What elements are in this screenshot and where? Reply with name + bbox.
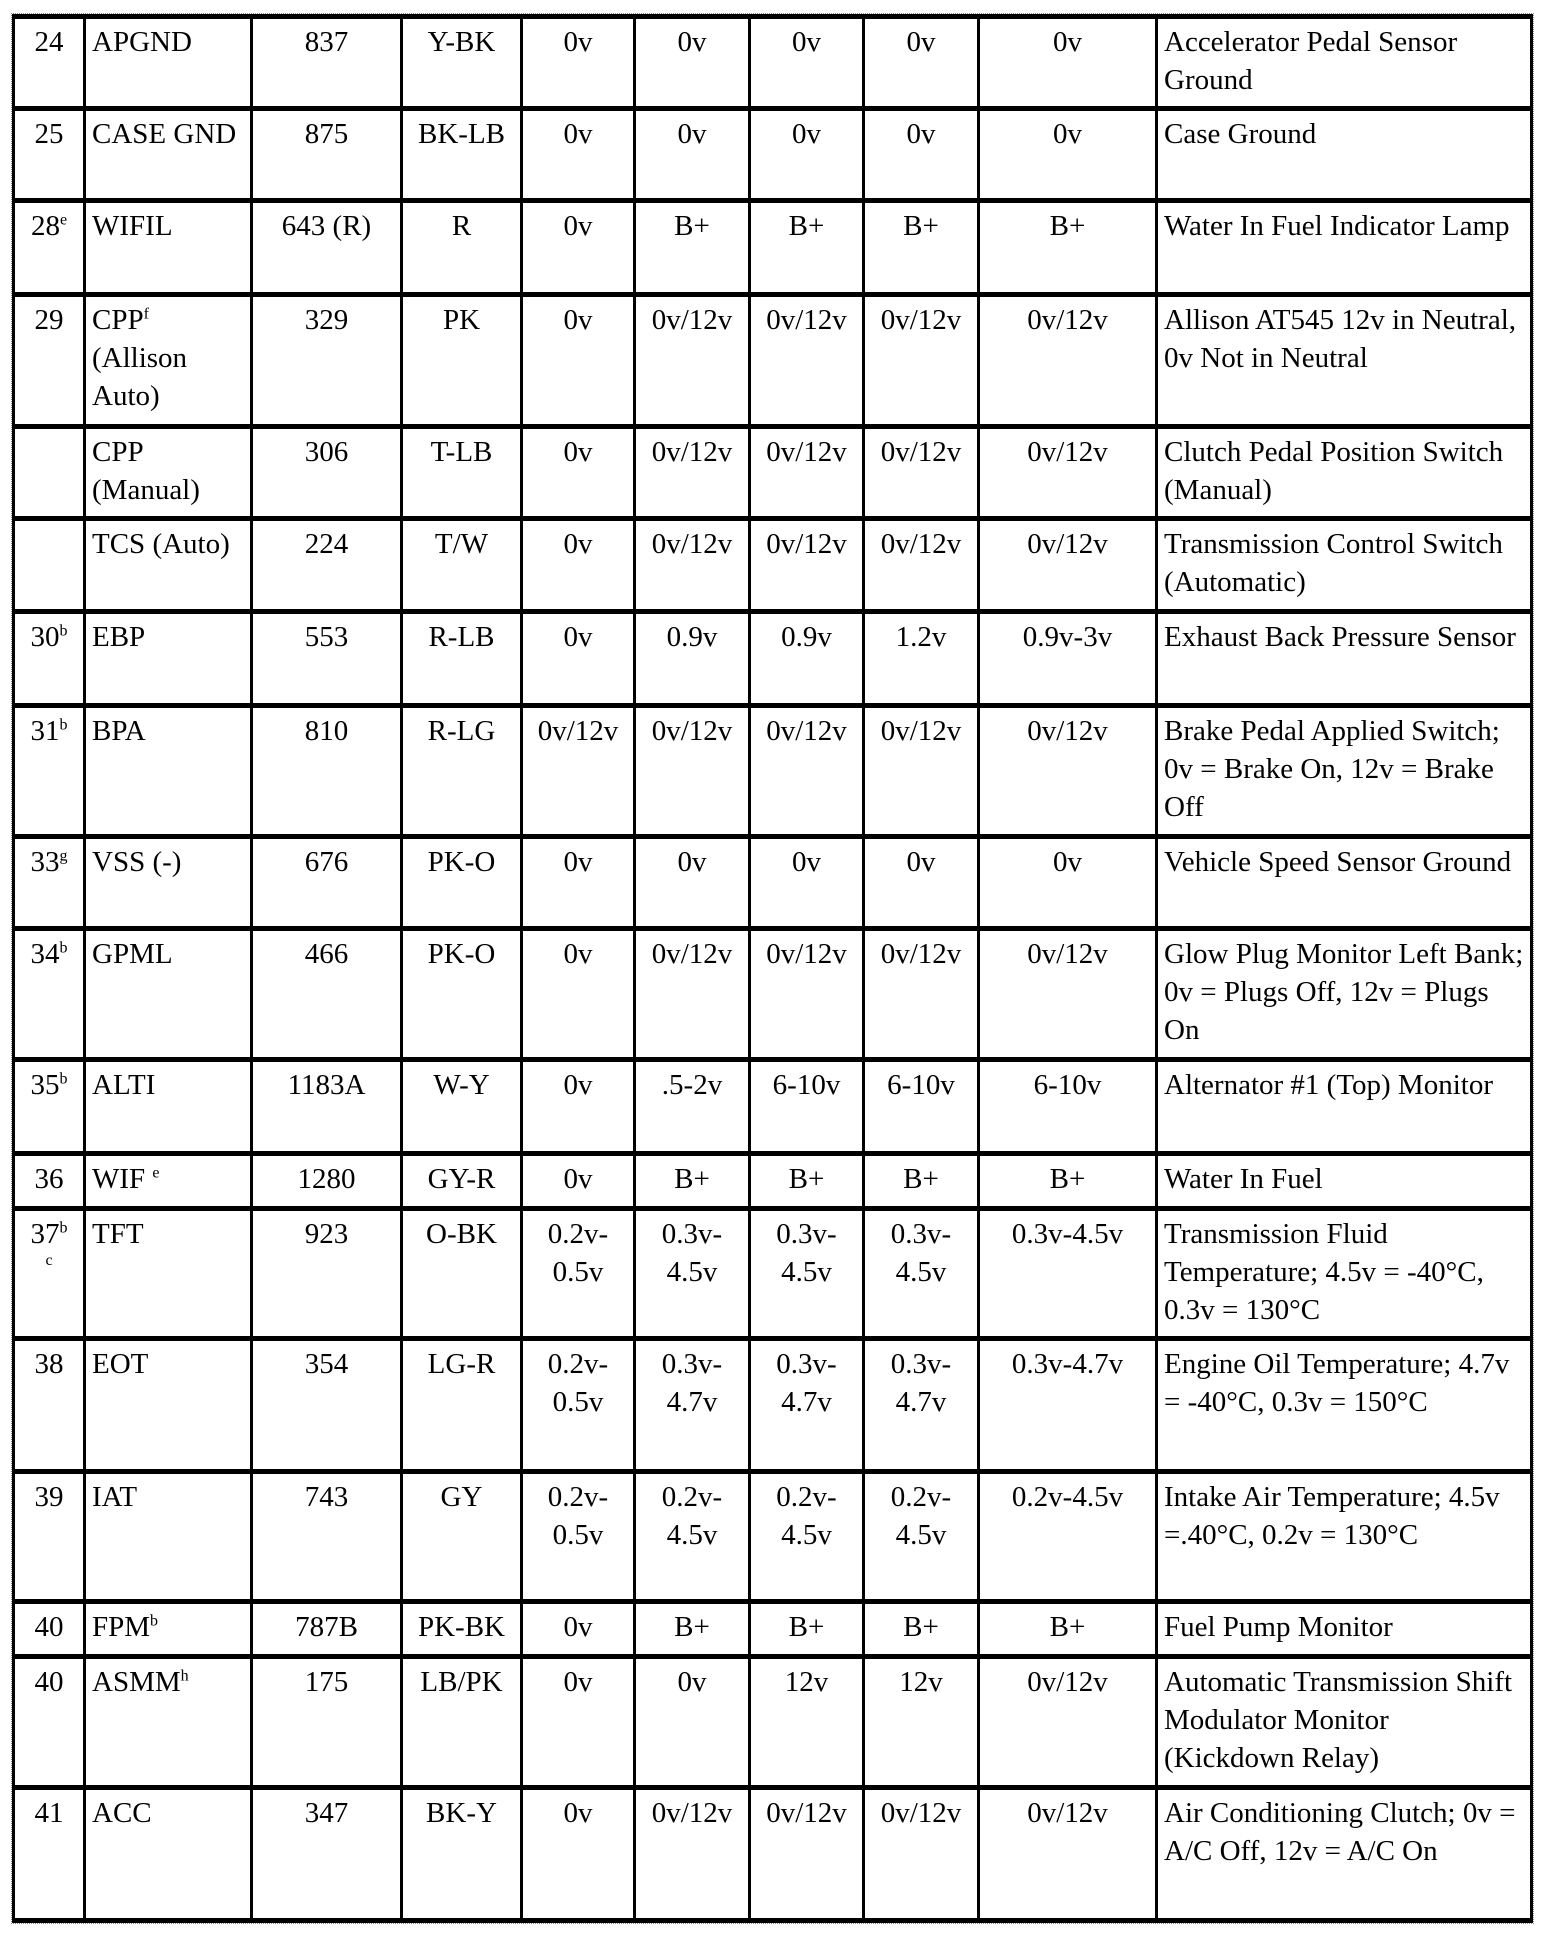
description: Clutch Pedal Position Switch (Manual) [1157, 427, 1532, 519]
voltage-v2: 0v/12v [635, 519, 750, 612]
pin-value: 39 [34, 1481, 64, 1513]
voltage-v5: 0.9v-3v [979, 612, 1157, 706]
circuit-number: 466 [252, 929, 402, 1060]
table-row [14, 17, 1532, 109]
pin-number [14, 17, 85, 109]
pin-number [14, 1602, 85, 1657]
voltage-v1: 0v [522, 427, 635, 519]
voltage-v5: 0.2v-4.5v [979, 1472, 1157, 1602]
voltage-v3: 0.3v-4.5v [750, 1209, 864, 1339]
pin-number [14, 427, 85, 519]
voltage-v4: B+ [864, 201, 979, 295]
voltage-v1: 0.2v-0.5v [522, 1339, 635, 1472]
voltage-v3: 0v [750, 17, 864, 109]
voltage-v1: 0v [522, 519, 635, 612]
signal-name-text: EBP [92, 621, 146, 653]
signal-name [85, 612, 252, 706]
table-row [14, 1472, 1532, 1602]
signal-name-text: ACC [92, 1797, 152, 1829]
voltage-v2: 0v/12v [635, 706, 750, 837]
pin-number [14, 1472, 85, 1602]
voltage-v2: 0v [635, 109, 750, 201]
wire-color: BK-Y [402, 1788, 522, 1921]
signal-name [85, 427, 252, 519]
signal-footnote: f [143, 305, 149, 323]
pin-number [14, 519, 85, 612]
signal-name [85, 1657, 252, 1788]
table-row [14, 837, 1532, 929]
table-row [14, 612, 1532, 706]
signal-name [85, 1788, 252, 1921]
table-row [14, 295, 1532, 427]
description: Water In Fuel Indicator Lamp [1157, 201, 1532, 295]
description: Automatic Transmission Shift Modulator Monitor (Kickdown Relay) [1157, 1657, 1532, 1788]
description: Intake Air Temperature; 4.5v =.40°C, 0.2v = 130°C [1157, 1472, 1532, 1602]
wire-color: PK-BK [402, 1602, 522, 1657]
voltage-v5: 0.3v-4.7v [979, 1339, 1157, 1472]
description: Fuel Pump Monitor [1157, 1602, 1532, 1657]
pin-footnote: b [59, 1070, 68, 1088]
signal-footnote: b [150, 1612, 159, 1630]
description: Vehicle Speed Sensor Ground [1157, 837, 1532, 929]
voltage-v2: 0v/12v [635, 1788, 750, 1921]
circuit-number: 306 [252, 427, 402, 519]
pin-footnote: b [59, 716, 68, 734]
voltage-v4: 1.2v [864, 612, 979, 706]
pin-number [14, 706, 85, 837]
voltage-v5: 0v/12v [979, 1657, 1157, 1788]
voltage-v2: 0.3v-4.5v [635, 1209, 750, 1339]
signal-qualifier: (Allison Auto) [92, 342, 188, 412]
pin-value: 40 [34, 1666, 64, 1698]
voltage-v3: 0.9v [750, 612, 864, 706]
pin-voltage-table [12, 14, 1533, 1923]
voltage-v5: 0v/12v [979, 519, 1157, 612]
voltage-v5: 0.3v-4.5v [979, 1209, 1157, 1339]
voltage-v4: 12v [864, 1657, 979, 1788]
signal-name [85, 929, 252, 1060]
wire-color: O-BK [402, 1209, 522, 1339]
wire-color: PK-O [402, 837, 522, 929]
signal-footnote: h [180, 1667, 189, 1685]
circuit-number: 743 [252, 1472, 402, 1602]
pin-number [14, 1060, 85, 1154]
table-row [14, 427, 1532, 519]
voltage-v3: 0v/12v [750, 929, 864, 1060]
signal-name [85, 1339, 252, 1472]
wire-color: R-LB [402, 612, 522, 706]
pin-footnote: b [59, 622, 68, 640]
signal-name-text: IAT [92, 1481, 138, 1513]
signal-name [85, 1602, 252, 1657]
voltage-v2: 0.3v-4.7v [635, 1339, 750, 1472]
wire-color: R-LG [402, 706, 522, 837]
circuit-number: 787B [252, 1602, 402, 1657]
voltage-v3: 0.2v-4.5v [750, 1472, 864, 1602]
voltage-v5: B+ [979, 201, 1157, 295]
voltage-v3: 0v/12v [750, 1788, 864, 1921]
voltage-v1: 0v [522, 1788, 635, 1921]
voltage-v1: 0v/12v [522, 706, 635, 837]
voltage-v4: B+ [864, 1602, 979, 1657]
voltage-v2: B+ [635, 1154, 750, 1209]
voltage-v4: 0v/12v [864, 706, 979, 837]
circuit-number: 875 [252, 109, 402, 201]
voltage-v3: 0v/12v [750, 427, 864, 519]
circuit-number: 329 [252, 295, 402, 427]
pin-value: 33 [30, 846, 60, 878]
voltage-v3: 12v [750, 1657, 864, 1788]
description: Glow Plug Monitor Left Bank; 0v = Plugs Off, 12v = Plugs On [1157, 929, 1532, 1060]
signal-name-text: WIF [92, 1163, 153, 1195]
voltage-v1: 0v [522, 1060, 635, 1154]
signal-name-text: TCS [92, 528, 146, 560]
signal-name-text: APGND [92, 26, 192, 58]
pin-number [14, 109, 85, 201]
signal-name-text: GPML [92, 938, 173, 970]
signal-name-text: VSS (-) [92, 846, 182, 878]
voltage-v2: 0v [635, 17, 750, 109]
voltage-v1: 0v [522, 1602, 635, 1657]
pin-number [14, 1154, 85, 1209]
signal-name [85, 109, 252, 201]
signal-name-text: CPP [92, 304, 144, 336]
signal-name [85, 201, 252, 295]
circuit-number: 1280 [252, 1154, 402, 1209]
voltage-v5: B+ [979, 1602, 1157, 1657]
voltage-v4: 0v/12v [864, 1788, 979, 1921]
description: Transmission Control Switch (Automatic) [1157, 519, 1532, 612]
voltage-v3: 0v/12v [750, 706, 864, 837]
description: Engine Oil Temperature; 4.7v = -40°C, 0.3v = 150°C [1157, 1339, 1532, 1472]
description: Brake Pedal Applied Switch; 0v = Brake On, 12v = Brake Off [1157, 706, 1532, 837]
circuit-number: 837 [252, 17, 402, 109]
wire-color: GY [402, 1472, 522, 1602]
circuit-number: 643 (R) [252, 201, 402, 295]
table-row [14, 519, 1532, 612]
voltage-v1: 0.2v-0.5v [522, 1209, 635, 1339]
signal-name [85, 519, 252, 612]
circuit-number: 676 [252, 837, 402, 929]
voltage-v3: B+ [750, 1602, 864, 1657]
voltage-v3: B+ [750, 1154, 864, 1209]
wire-color: GY-R [402, 1154, 522, 1209]
signal-name [85, 1472, 252, 1602]
pin-number [14, 837, 85, 929]
pin-value: 31 [30, 715, 60, 747]
voltage-v4: 0v/12v [864, 427, 979, 519]
wire-color: Y-BK [402, 17, 522, 109]
signal-name-text: CASE GND [92, 118, 237, 150]
signal-name [85, 837, 252, 929]
pin-number [14, 1788, 85, 1921]
circuit-number: 923 [252, 1209, 402, 1339]
signal-qualifier: (Manual) [92, 474, 200, 506]
signal-name-text: WIFIL [92, 210, 173, 242]
description: Allison AT545 12v in Neutral, 0v Not in Neutral [1157, 295, 1532, 427]
circuit-number: 224 [252, 519, 402, 612]
signal-qualifier: (Auto) [152, 528, 230, 560]
pin-number [14, 1657, 85, 1788]
pin-value: 25 [34, 118, 64, 150]
pin-number [14, 1209, 85, 1339]
pin-value: 36 [34, 1163, 64, 1195]
table-row [14, 929, 1532, 1060]
signal-name [85, 17, 252, 109]
voltage-v4: 0v/12v [864, 519, 979, 612]
wire-color: R [402, 201, 522, 295]
wire-color: LG-R [402, 1339, 522, 1472]
voltage-v5: 0v [979, 109, 1157, 201]
description: Air Conditioning Clutch; 0v = A/C Off, 12v = A/C On [1157, 1788, 1532, 1921]
voltage-v4: 0.3v-4.5v [864, 1209, 979, 1339]
signal-name-text: BPA [92, 715, 146, 747]
voltage-v2: 0.2v-4.5v [635, 1472, 750, 1602]
voltage-v4: 0v/12v [864, 295, 979, 427]
circuit-number: 1183A [252, 1060, 402, 1154]
voltage-v2: B+ [635, 201, 750, 295]
table-row [14, 1060, 1532, 1154]
pin-value: 28 [30, 210, 60, 242]
circuit-number: 175 [252, 1657, 402, 1788]
voltage-v4: 0v/12v [864, 929, 979, 1060]
signal-name-text: ALTI [92, 1069, 156, 1101]
signal-name [85, 1209, 252, 1339]
circuit-number: 810 [252, 706, 402, 837]
voltage-v5: 0v/12v [979, 929, 1157, 1060]
pin-value: 34 [30, 938, 60, 970]
pin-footnote: b [59, 1219, 68, 1237]
voltage-v3: 0v/12v [750, 519, 864, 612]
voltage-v4: 0v [864, 17, 979, 109]
pin-value: 24 [34, 26, 64, 58]
description: Water In Fuel [1157, 1154, 1532, 1209]
table-row [14, 1154, 1532, 1209]
voltage-v4: B+ [864, 1154, 979, 1209]
voltage-v2: 0v/12v [635, 929, 750, 1060]
pin-number [14, 295, 85, 427]
signal-footnote: e [152, 1164, 160, 1182]
pin-number [14, 612, 85, 706]
voltage-v1: 0v [522, 1154, 635, 1209]
signal-name-text: EOT [92, 1348, 149, 1380]
voltage-v1: 0.2v-0.5v [522, 1472, 635, 1602]
pin-number [14, 201, 85, 295]
voltage-v1: 0v [522, 17, 635, 109]
voltage-v5: 0v/12v [979, 295, 1157, 427]
voltage-v3: 0.3v-4.7v [750, 1339, 864, 1472]
wire-color: T/W [402, 519, 522, 612]
voltage-v1: 0v [522, 837, 635, 929]
signal-name [85, 295, 252, 427]
voltage-v5: B+ [979, 1154, 1157, 1209]
voltage-v4: 6-10v [864, 1060, 979, 1154]
pin-value: 40 [34, 1611, 64, 1643]
voltage-v2: 0v/12v [635, 295, 750, 427]
description: Transmission Fluid Temperature; 4.5v = -40°C, 0.3v = 130°C [1157, 1209, 1532, 1339]
pin-number [14, 1339, 85, 1472]
pin-footnote-2: c [45, 1252, 53, 1269]
circuit-number: 553 [252, 612, 402, 706]
table-row [14, 1657, 1532, 1788]
voltage-v2: B+ [635, 1602, 750, 1657]
voltage-v2: 0.9v [635, 612, 750, 706]
wire-color: W-Y [402, 1060, 522, 1154]
voltage-v1: 0v [522, 109, 635, 201]
table-row [14, 706, 1532, 837]
voltage-v1: 0v [522, 612, 635, 706]
wire-color: PK [402, 295, 522, 427]
table-row [14, 1339, 1532, 1472]
voltage-v4: 0v [864, 109, 979, 201]
signal-name [85, 1060, 252, 1154]
pin-number [14, 929, 85, 1060]
voltage-v4: 0v [864, 837, 979, 929]
pin-footnote: e [59, 211, 68, 229]
voltage-v2: .5-2v [635, 1060, 750, 1154]
wire-color: T-LB [402, 427, 522, 519]
pin-value: 41 [34, 1797, 64, 1829]
voltage-v4: 0.2v-4.5v [864, 1472, 979, 1602]
wire-color: BK-LB [402, 109, 522, 201]
voltage-v3: 0v [750, 109, 864, 201]
description: Accelerator Pedal Sensor Ground [1157, 17, 1532, 109]
description: Exhaust Back Pressure Sensor [1157, 612, 1532, 706]
voltage-v2: 0v [635, 837, 750, 929]
voltage-v5: 0v [979, 837, 1157, 929]
voltage-v5: 0v/12v [979, 1788, 1157, 1921]
pin-value: 30 [30, 621, 60, 653]
signal-name-text: CPP [92, 436, 144, 468]
voltage-v3: 6-10v [750, 1060, 864, 1154]
voltage-v3: 0v [750, 837, 864, 929]
table-row [14, 1788, 1532, 1921]
wire-color: PK-O [402, 929, 522, 1060]
voltage-v5: 0v/12v [979, 427, 1157, 519]
signal-name [85, 1154, 252, 1209]
voltage-v5: 0v [979, 17, 1157, 109]
description: Case Ground [1157, 109, 1532, 201]
pin-value: 29 [34, 304, 64, 336]
table-row [14, 109, 1532, 201]
pin-footnote: g [59, 847, 68, 865]
signal-name [85, 706, 252, 837]
voltage-v4: 0.3v-4.7v [864, 1339, 979, 1472]
table-row [14, 1209, 1532, 1339]
voltage-v3: 0v/12v [750, 295, 864, 427]
signal-name-text: ASMM [92, 1666, 181, 1698]
pin-footnote: b [59, 939, 68, 957]
voltage-v2: 0v/12v [635, 427, 750, 519]
signal-name-text: FPM [92, 1611, 151, 1643]
description: Alternator #1 (Top) Monitor [1157, 1060, 1532, 1154]
circuit-number: 347 [252, 1788, 402, 1921]
voltage-v1: 0v [522, 1657, 635, 1788]
voltage-v5: 6-10v [979, 1060, 1157, 1154]
wire-color: LB/PK [402, 1657, 522, 1788]
pin-value: 35 [30, 1069, 60, 1101]
voltage-v1: 0v [522, 295, 635, 427]
voltage-v5: 0v/12v [979, 706, 1157, 837]
voltage-v1: 0v [522, 201, 635, 295]
table-row [14, 1602, 1532, 1657]
signal-name-text: TFT [92, 1218, 144, 1250]
voltage-v2: 0v [635, 1657, 750, 1788]
table-row [14, 201, 1532, 295]
voltage-v3: B+ [750, 201, 864, 295]
voltage-v1: 0v [522, 929, 635, 1060]
circuit-number: 354 [252, 1339, 402, 1472]
pin-value: 37 [30, 1218, 60, 1250]
pin-value: 38 [34, 1348, 64, 1380]
